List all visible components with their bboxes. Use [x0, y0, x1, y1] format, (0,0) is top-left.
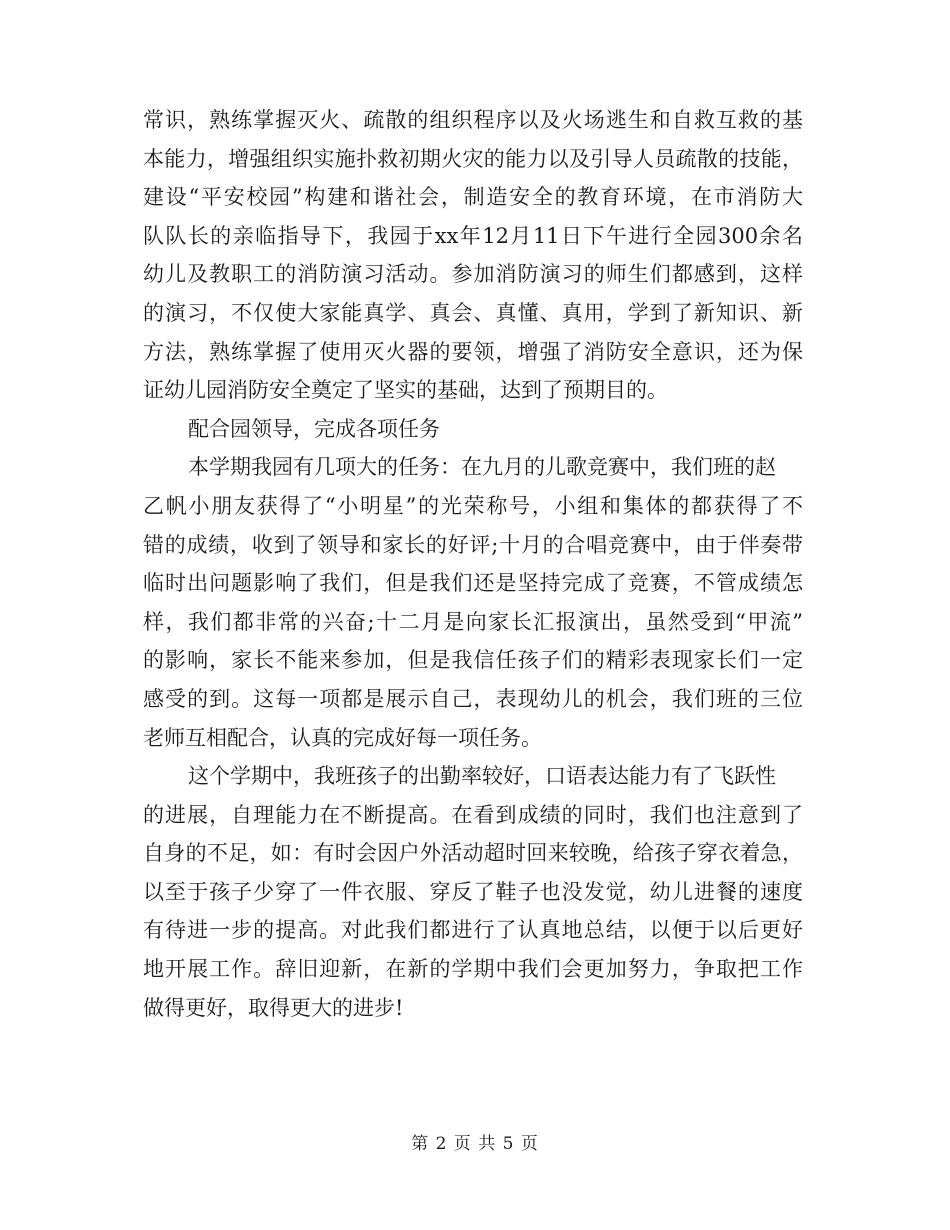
text-line: 临时出问题影响了我们，但是我们还是坚持完成了竞赛，不管成绩怎: [143, 571, 803, 596]
document-body: [143, 101, 803, 1027]
text-line: 建设“平安校园”构建和谐社会，制造安全的教育环境，在市消防大: [143, 185, 803, 210]
paragraph-summary: [143, 757, 803, 1027]
text-line: 本学期我园有几项大的任务：在九月的儿歌竞赛中，我们班的赵: [188, 455, 776, 480]
text-line: 证幼儿园消防安全奠定了坚实的基础，达到了预期目的。: [143, 378, 668, 403]
text-line: 的演习，不仅使大家能真学、真会、真懂、真用，学到了新知识、新: [143, 300, 803, 325]
text-line: 的进展，自理能力在不断提高。在看到成绩的同时，我们也注意到了: [143, 802, 803, 827]
paragraph-tasks: [143, 448, 803, 757]
text-line: 有待进一步的提高。对此我们都进行了认真地总结，以便于以后更好: [143, 918, 803, 943]
text-line: 错的成绩，收到了领导和家长的好评;十月的合唱竞赛中，由于伴奏带: [143, 532, 803, 557]
section-heading: [143, 410, 803, 449]
text-line: 常识，熟练掌握灭火、疏散的组织程序以及火场逃生和自救互救的基: [143, 108, 803, 132]
text-line: 这个学期中，我班孩子的出勤率较好，口语表达能力有了飞跃性: [188, 764, 776, 789]
text-line: 样，我们都非常的兴奋;十二月是向家长汇报演出，虽然受到“甲流”: [143, 609, 803, 634]
paragraph-fire-drill: [143, 101, 803, 410]
text-line: 的影响，家长不能来参加，但是我信任孩子们的精彩表现家长们一定: [143, 648, 803, 673]
text-line: 幼儿及教职工的消防演习活动。参加消防演习的师生们都感到，这样: [143, 262, 803, 287]
text-line: 乙帆小朋友获得了“小明星”的光荣称号，小组和集体的都获得了不: [143, 493, 803, 518]
text-line: 老师互相配合，认真的完成好每一项任务。: [143, 725, 542, 750]
text-line: 方法，熟练掌握了使用灭火器的要领，增强了消防安全意识，还为保: [143, 339, 803, 364]
text-line: 做得更好，取得更大的进步!: [143, 995, 404, 1020]
text-line: 本能力，增强组织实施扑救初期火灾的能力以及引导人员疏散的技能，: [143, 146, 803, 171]
text-line: 以至于孩子少穿了一件衣服、穿反了鞋子也没发觉，幼儿进餐的速度: [143, 879, 803, 904]
text-line: 队队长的亲临指导下，我园于xx年12月11日下午进行全园300余名: [143, 223, 803, 248]
text-line: 感受的到。这每一项都是展示自己，表现幼儿的机会，我们班的三位: [143, 686, 803, 711]
text-line: 地开展工作。辞旧迎新，在新的学期中我们会更加努力，争取把工作: [143, 957, 803, 982]
text-line: 自身的不足，如：有时会因户外活动超时回来较晚，给孩子穿衣着急，: [143, 841, 803, 866]
page-number: 第 2 页 共 5 页: [411, 1134, 539, 1154]
heading-text: 配合园领导，完成各项任务: [188, 416, 440, 441]
